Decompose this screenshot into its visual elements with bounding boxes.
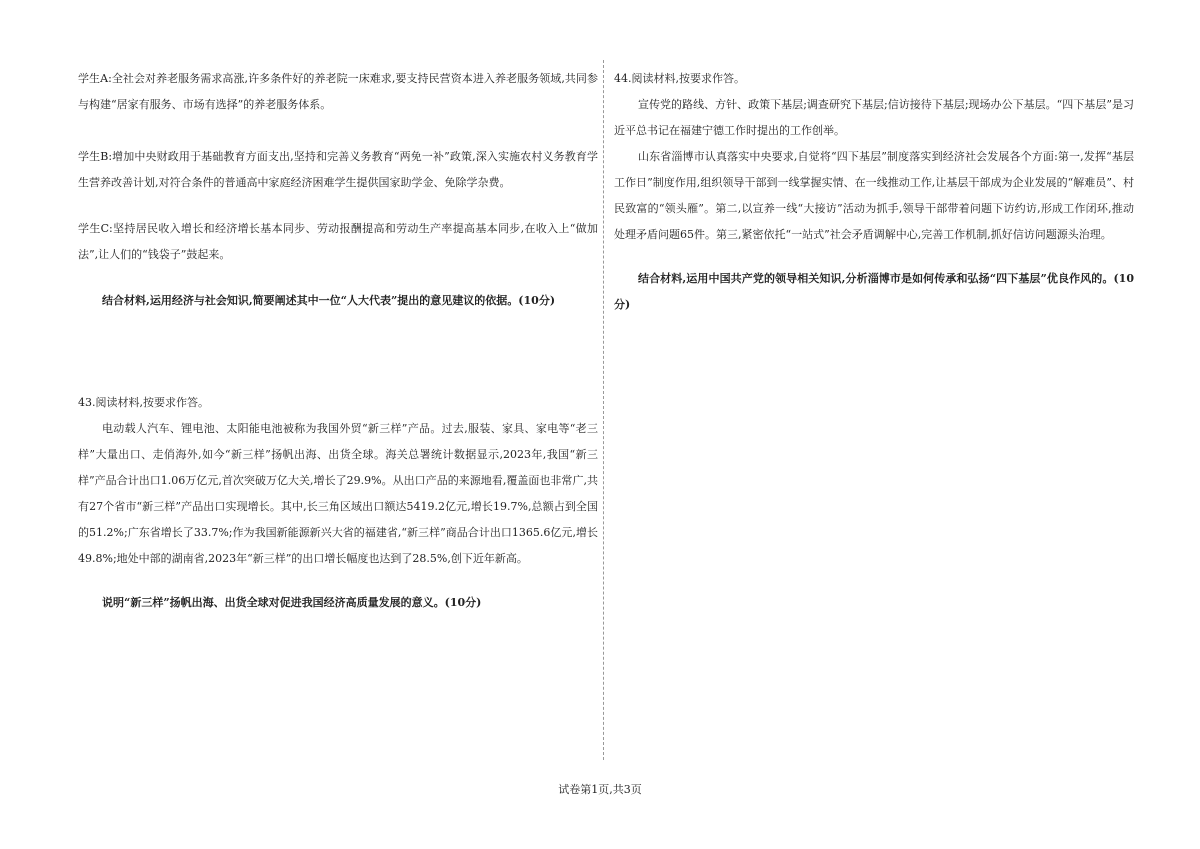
student-b-paragraph: 学生B:增加中央财政用于基础教育方面支出,坚持和完善义务教育“两免一补”政策,深入实施农村义务教育学生营养改善计划,对符合条件的普通高中家庭经济困难学生提供国家助学金、免除学杂费。 [78,150,598,189]
question-44-material-2: 山东省淄博市认真落实中央要求,自觉将“四下基层”制度落实到经济社会发展各个方面:第一,发挥“基层工作日”制度作用,组织领导干部到一线掌握实情、在一线推动工作,让基层干部成为企业发展的“解难员”、村民致富的“领头雁”。第二,以宣养一线“大接访”活动为抓手,领导干部带着问题下访约访,形成工作闭环,推动处理矛盾问题65件。第三,紧密依托“一站式”社会矛盾调解中心,完善工作机制,抓好信访问题源头治理。 [614,150,1134,241]
question-43-material: 电动载人汽车、锂电池、太阳能电池被称为我国外贸“新三样”产品。过去,服装、家具、家电等“老三样”大量出口、走俏海外,如今“新三样”扬帆出海、出货全球。海关总署统计数据显示,2023年,我国“新三样”产品合计出口1.06万亿元,首次突破万亿大关,增长了29.9%。从出口产品的来源地看,覆盖面也非常广,共有27个省市“新三样”产品出口实现增长。其中,长三角区域出口额达5419.2亿元,增长19.7%,总额占到全国的51.2%;广东省增长了33.7%;作为我国新能源新兴大省的福建省,“新三样”商品合计出口1365.6亿元,增长49.8%;地处中部的湖南省,2023年“新三样”的出口增长幅度也达到了28.5%,创下近年新高。 [78,422,598,565]
question-44-prompt: 结合材料,运用中国共产党的领导相关知识,分析淄博市是如何传承和弘扬“四下基层”优良作风的。(10分) [614,272,1134,311]
question-42-prompt: 结合材料,运用经济与社会知识,简要阐述其中一位“人大代表”提出的意见建议的依据。(10分) [102,294,556,307]
column-divider [603,60,604,760]
question-44-material-1: 宣传党的路线、方针、政策下基层;调查研究下基层;信访接待下基层;现场办公下基层。“四下基层”是习近平总书记在福建宁德工作时提出的工作创举。 [614,98,1134,137]
page-footer: 试卷第1页,共3页 [558,783,642,796]
question-43-heading: 43.阅读材料,按要求作答。 [78,396,209,409]
student-c-paragraph: 学生C:坚持居民收入增长和经济增长基本同步、劳动报酬提高和劳动生产率提高基本同步,在收入上“做加法”,让人们的“钱袋子”鼓起来。 [78,222,598,261]
question-43-prompt: 说明“新三样”扬帆出海、出货全球对促进我国经济高质量发展的意义。(10分) [102,596,482,609]
student-a-paragraph: 学生A:全社会对养老服务需求高涨,许多条件好的养老院一床难求,要支持民营资本进入养老服务领域,共同参与构建“居家有服务、市场有选择”的养老服务体系。 [78,72,598,111]
question-44-heading: 44.阅读材料,按要求作答。 [614,72,745,85]
